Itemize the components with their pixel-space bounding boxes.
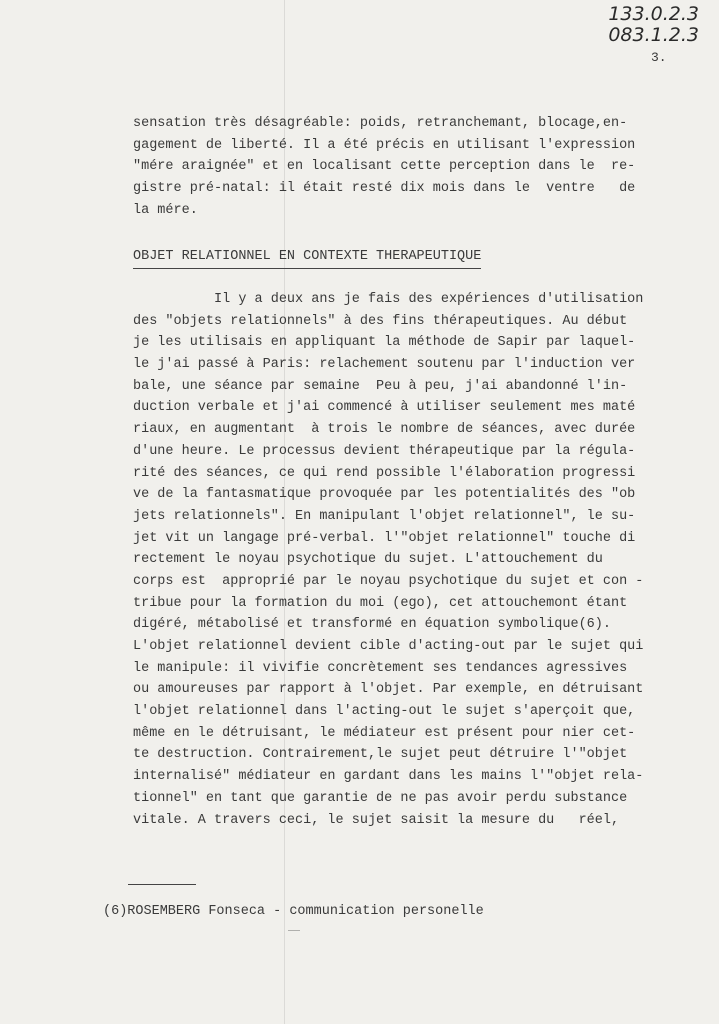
archive-code-1: 133.0.2.3 [608, 3, 699, 25]
text-line: le j'ai passé à Paris: relachement soutenu par l'induction ver [133, 357, 636, 373]
footnote-separator [128, 884, 196, 885]
text-line: ou amoureuses par rapport à l'objet. Par exemple, en détruisant [133, 682, 644, 698]
text-line: duction verbale et j'ai commencé à utiliser seulement mes maté [133, 400, 636, 416]
footnote: (6)ROSEMBERG Fonseca - communication personelle [103, 904, 484, 919]
text-line: tribue pour la formation du moi (ego), cet attouchemont étant [133, 595, 628, 611]
text-line: sensation très désagréable: poids, retranchemant, blocage,en- [133, 116, 628, 131]
text-line: je les utilisais en appliquant la méthode de Sapir par laquel- [133, 335, 636, 351]
text-line: Il y a deux ans je fais des expériences d'utilisation [133, 292, 644, 307]
section-heading: OBJET RELATIONNEL EN CONTEXTE THERAPEUTIQUE [133, 247, 481, 269]
text-line: rité des séances, ce qui rend possible l'élaboration progressi [133, 465, 636, 481]
text-line: le manipule: il vivifie concrètement ses tendances agressives [133, 660, 628, 676]
text-line: ve de la fantasmatique provoquée par les potentialités des "ob [133, 487, 636, 503]
text-line: tionnel" en tant que garantie de ne pas avoir perdu substance [133, 790, 628, 806]
text-line: l'objet relationnel dans l'acting-out le sujet s'aperçoit que, [133, 704, 636, 720]
text-line: jets relationnels". En manipulant l'objet relationnel", le su- [133, 508, 636, 524]
text-line: jet vit un langage pré-verbal. l'"objet relationnel" touche di [133, 530, 636, 546]
archive-code-2: 083.1.2.3 [608, 24, 699, 46]
text-line: riaux, en augmentant à trois le nombre de séances, avec durée [133, 422, 636, 438]
page-number: 3. [651, 50, 667, 65]
text-line: "mére araignée" et en localisant cette perception dans le re- [133, 159, 636, 175]
text-line: corps est approprié par le noyau psychotique du sujet et con - [133, 573, 644, 589]
text-line: digéré, métabolisé et transformé en équation symbolique(6). [133, 617, 611, 633]
text-line: la mére. [133, 202, 198, 218]
paragraph-2 [133, 289, 693, 831]
text-line: même en le détruisant, le médiateur est présent pour nier cet- [133, 725, 636, 741]
paragraph-1 [133, 113, 693, 221]
text-line: rectement le noyau psychotique du sujet. L'attouchement du [133, 552, 603, 568]
text-line: des "objets relationnels" à des fins thérapeutiques. Au début [133, 313, 628, 329]
scan-mark [288, 930, 300, 931]
text-line: internalisé" médiateur en gardant dans les mains l'"objet rela- [133, 769, 644, 785]
text-line: gistre pré-natal: il était resté dix mois dans le ventre de [133, 181, 636, 197]
text-line: te destruction. Contrairement,le sujet peut détruire l'"objet [133, 747, 628, 763]
text-line: d'une heure. Le processus devient thérapeutique par la régula- [133, 443, 636, 459]
text-line: bale, une séance par semaine Peu à peu, j'ai abandonné l'in- [133, 378, 628, 394]
archive-reference [569, 4, 699, 46]
text-line: gagement de liberté. Il a été précis en utilisant l'expression [133, 137, 636, 153]
text-line: L'objet relationnel devient cible d'acting-out par le sujet qui [133, 639, 644, 654]
text-line: vitale. A travers ceci, le sujet saisit la mesure du réel, [133, 812, 620, 828]
